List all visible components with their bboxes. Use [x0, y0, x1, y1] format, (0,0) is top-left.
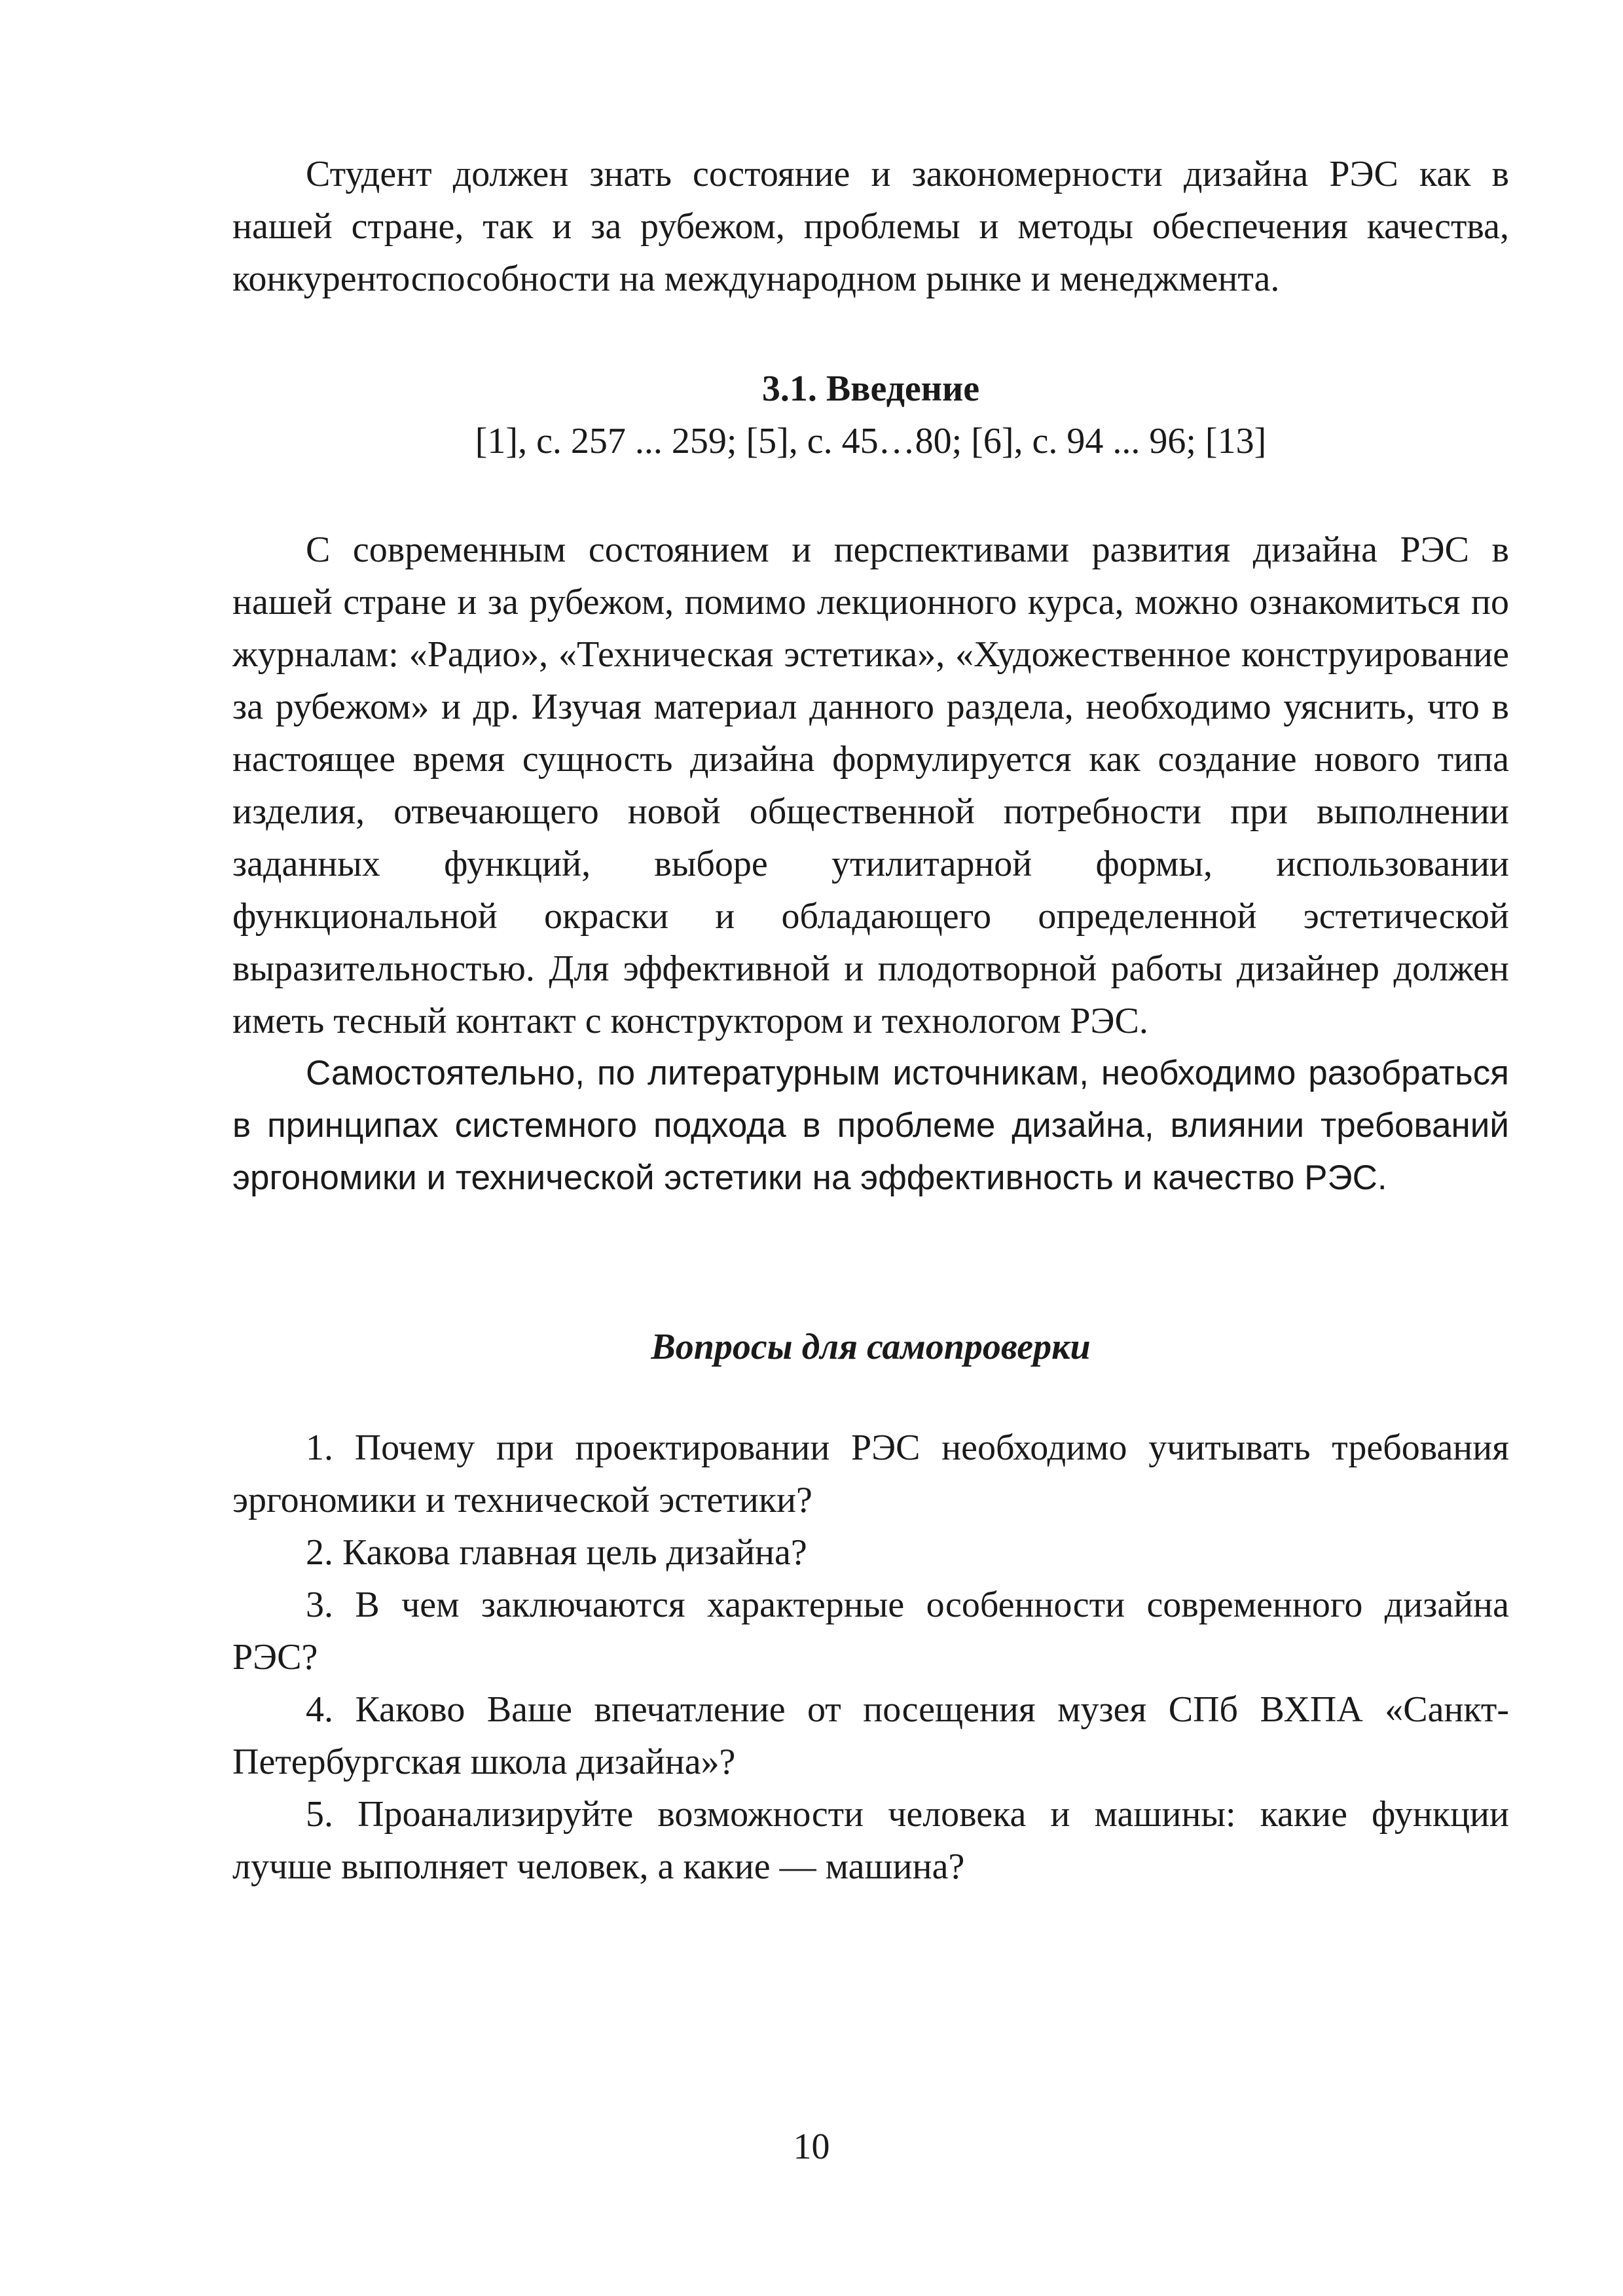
- question-item: 1. Почему при проектировании РЭС необходимо учитывать требования эргономики и технической эстетики?: [232, 1427, 1509, 1520]
- question-item: 4. Каково Ваше впечатление от посещения музея СПб ВХПА «Санкт-Петербургская школа дизайна»?: [232, 1689, 1509, 1782]
- question-item: 2. Какова главная цель дизайна?: [306, 1532, 807, 1573]
- questions-list: [232, 1422, 1509, 1893]
- self-study-paragraph: Самостоятельно, по литературным источникам, необходимо разобраться в принципах системного подхода в проблеме дизайна, влиянии требований эргономики и технической эстетики на эффективность и качество РЭС.: [232, 1054, 1509, 1197]
- questions-title: Вопросы для самопроверки: [651, 1327, 1091, 1367]
- section-title: 3.1. Введение: [761, 368, 980, 409]
- intro-paragraph: Студент должен знать состояние и закономерности дизайна РЭС как в нашей стране, так и за рубежом, проблемы и методы обеспечения качества, конкурентоспособности на международном рынке и менеджмента.: [232, 154, 1509, 299]
- page-number: 10: [793, 2126, 830, 2167]
- question-item: 3. В чем заключаются характерные особенности современного дизайна РЭС?: [232, 1585, 1509, 1677]
- section-references: [1], с. 257 ... 259; [5], с. 45…80; [6], с. 94 ... 96; [13]: [475, 421, 1267, 461]
- question-item: 5. Проанализируйте возможности человека и машины: какие функции лучше выполняет человек, а какие — машина?: [232, 1794, 1509, 1887]
- body-block: [232, 524, 1509, 1204]
- intro-block: [232, 148, 1509, 305]
- body-paragraph: С современным состоянием и перспективами развития дизайна РЭС в нашей стране и за рубежом, помимо лекционного курса, можно ознакомиться по журналам: «Радио», «Техническая эстетика», «Художественное конструирование за рубежом» и др. Изучая материал данного раздела, необходимо уяснить, что в настоящее время сущность дизайна формулируется как создание нового типа изделия, отвечающего новой общественной потребности при выполнении заданных функций, выборе утилитарной формы, использовании функциональной окраски и обладающего определенной эстетической выразительностью. Для эффективной и плодотворной работы дизайнер должен иметь тесный контакт с конструктором и технологом РЭС.: [232, 529, 1509, 1041]
